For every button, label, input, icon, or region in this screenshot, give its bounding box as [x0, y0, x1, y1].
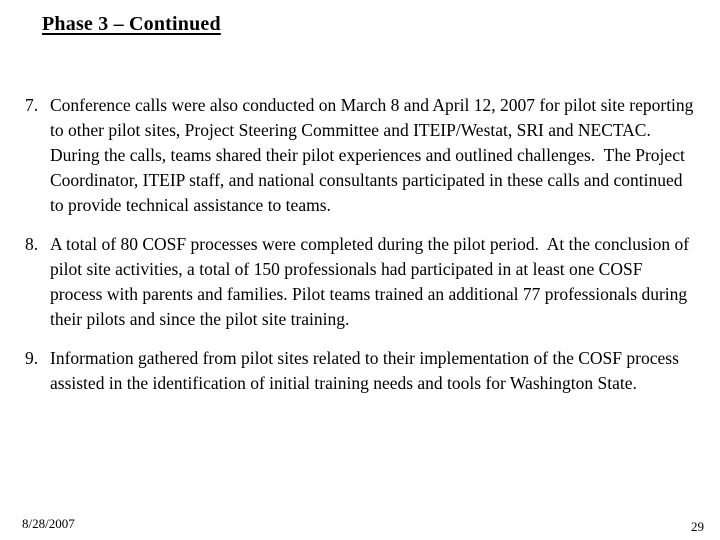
numbered-list-item [25, 93, 698, 218]
item-number: 7. [25, 95, 39, 115]
item-number: 9. [25, 348, 39, 368]
numbered-list-item [25, 232, 698, 332]
numbered-list-item [25, 346, 698, 396]
footer-date: 8/28/2007 [22, 516, 75, 531]
item-text: Conference calls were also conducted on March 8 and April 12, 2007 for pilot site reporting to other pilot sites, Project Steering Committee and ITEIP/Westat, SRI and NECTAC. During the calls, teams shared their pilot experiences and outlined challenges. The Project Coordinator, ITEIP staff, and national consultants participated in these calls and continued to provide technical assistance to teams. [50, 95, 698, 215]
item-text: Information gathered from pilot sites related to their implementation of the COSF process assisted in the identification of initial training needs and tools for Washington State. [50, 348, 684, 393]
footer-page-number: 29 [691, 519, 704, 534]
items-list [25, 93, 698, 410]
slide-title: Phase 3 – Continued [42, 13, 221, 35]
item-text: A total of 80 COSF processes were completed during the pilot period. At the conclusion of pilot site activities, a total of 150 professionals had participated in at least one COSF process with parents and families. Pilot teams trained an additional 77 professionals during their pilots and since the pilot site training. [50, 234, 694, 329]
item-number: 8. [25, 234, 39, 254]
